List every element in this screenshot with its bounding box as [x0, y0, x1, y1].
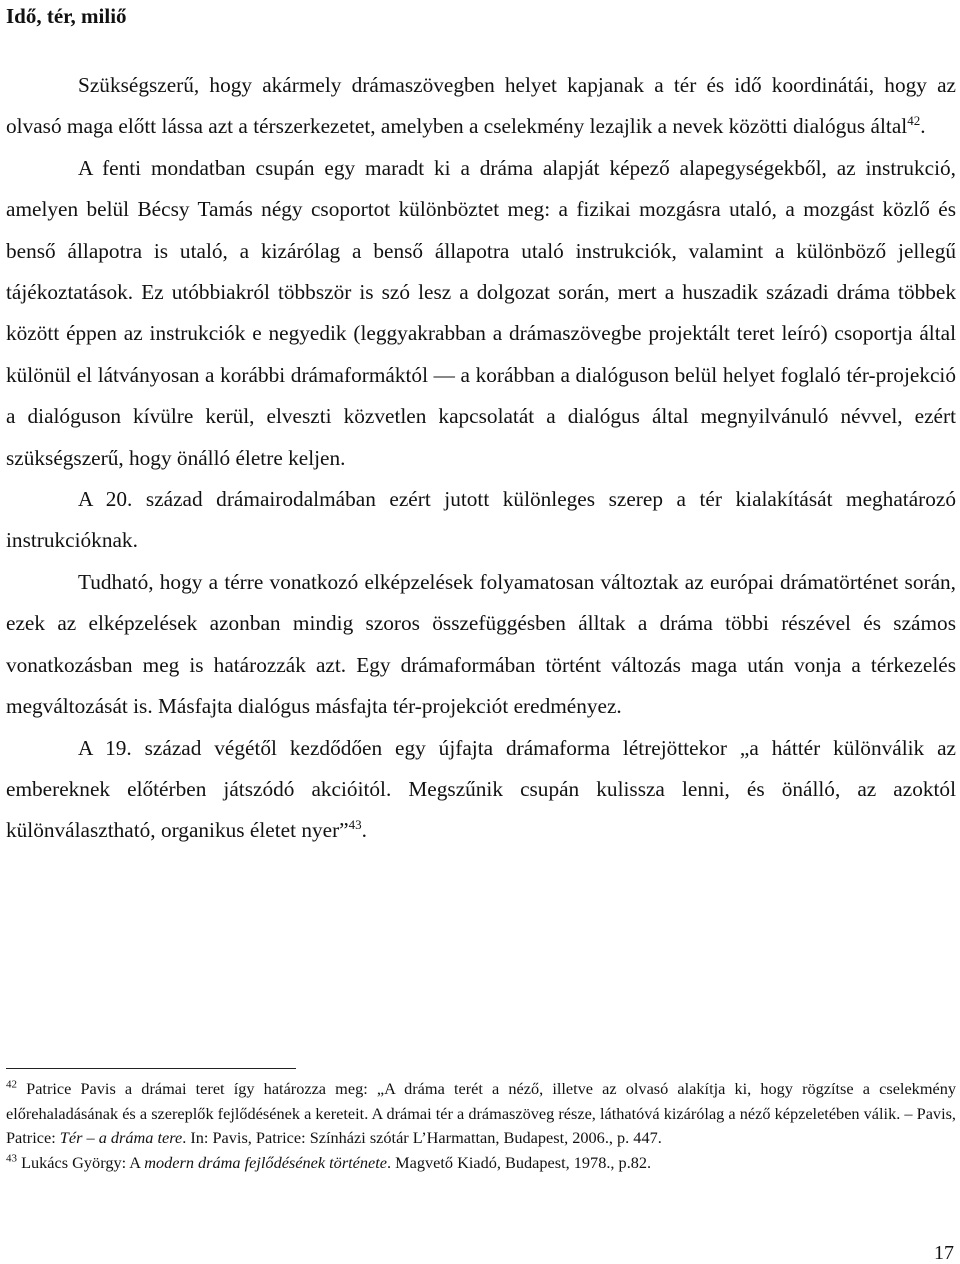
footnote-43: [6, 1151, 956, 1176]
paragraph-2: A fenti mondatban csupán egy maradt ki a dráma alapját képező alapegységekből, az instrukció, amelyen belül Bécsy Tamás négy csoportot különböztet meg: a fizikai mozgásra utaló, a mozgást közlő és benső állapotra is utaló, a kizárólag a benső állapotra utaló instrukciók, valamint a különböző jellegű tájékoztatások. Ez utóbbiakról többször is szó lesz a dolgozat során, mert a huszadik századi dráma többek között éppen az instrukciók e negyedik (leggyakrabban a drámaszövegbe projektált teret leíró) csoportja által különül el látványosan a korábbi drámaformáktól — a korábban a dialóguson belül helyet foglaló tér-projekció a dialóguson kívülre kerül, elveszti közvetlen kapcsolatát a dialógus által megnyilvánuló névvel, ezért szükségszerű, hogy önálló életre keljen.: [6, 155, 956, 470]
footnote-divider: [6, 1068, 296, 1069]
footnote-42: [6, 1077, 956, 1151]
footnote-42-text: Patrice Pavis a drámai teret így határozza meg: „A dráma terét a néző, illetve az olvasó alakítja ki, hogy rögzítse a cselekmény előrehaladásának és a szereplők fejlődésének a kereteit. A drámai tér a drámaszöveg része, láthatóvá kizárólag a néző képzeletében válik. – Pavis, Patrice:: [6, 1079, 956, 1147]
paragraph-1-end: .: [920, 114, 926, 139]
paragraph-5: [6, 728, 956, 851]
section-heading: Idő, tér, miliő: [6, 4, 127, 28]
footnote-43-title: modern dráma fejlődésének története: [144, 1152, 388, 1172]
footnote-43-source: . Magvető Kiadó, Budapest, 1978., p.82.: [387, 1152, 652, 1172]
footnotes: [6, 1077, 956, 1175]
paragraph-3: A 20. század drámairodalmában ezért jutott különleges szerep a tér kialakítását meghatározó instrukcióknak.: [6, 487, 956, 553]
paragraph-5-text: A 19. század végétől kezdődően egy újfajta drámaforma létrejöttekor „a háttér különválik az embereknek előtérben játszódó akcióitól. Megszűnik csupán kulissza lenni, és önálló, az azoktól különválasztható, organikus életet nyer”: [6, 735, 956, 842]
page-number: 17: [934, 1242, 954, 1264]
paragraph-1: [6, 65, 956, 148]
footnote-number-43: 43: [6, 1152, 17, 1165]
footnote-ref-42[interactable]: 42: [907, 113, 921, 129]
paragraph-1-text: Szükségszerű, hogy akármely drámaszövegben helyet kapjanak a tér és idő koordinátái, hogy az olvasó maga előtt lássa azt a térszerkezetet, amelyben a cselekmény lezajlik a nevek közötti dialógus által: [6, 73, 956, 139]
footnote-ref-43[interactable]: 43: [348, 816, 362, 832]
footnote-42-source: . In: Pavis, Patrice: Színházi szótár L’Harmattan, Budapest, 2006., p. 447.: [182, 1128, 662, 1147]
footnote-43-text: Lukács György: A: [17, 1152, 145, 1172]
paragraph-5-end: .: [361, 817, 367, 842]
body-text: [6, 65, 956, 851]
paragraph-4: Tudható, hogy a térre vonatkozó elképzelések folyamatosan változtak az európai drámatörténet során, ezek az elképzelések azonban mindig szoros összefüggésben álltak a dráma többi részével és számos vonatkozásban meg is határozzák azt. Egy drámaformában történt változás maga után vonja a térkezelés megváltozását is. Másfajta dialógus másfajta tér-projekciót eredményez.: [6, 569, 956, 719]
footnote-42-title: Tér – a dráma tere: [59, 1128, 183, 1147]
footnote-number-42: 42: [6, 1078, 17, 1091]
